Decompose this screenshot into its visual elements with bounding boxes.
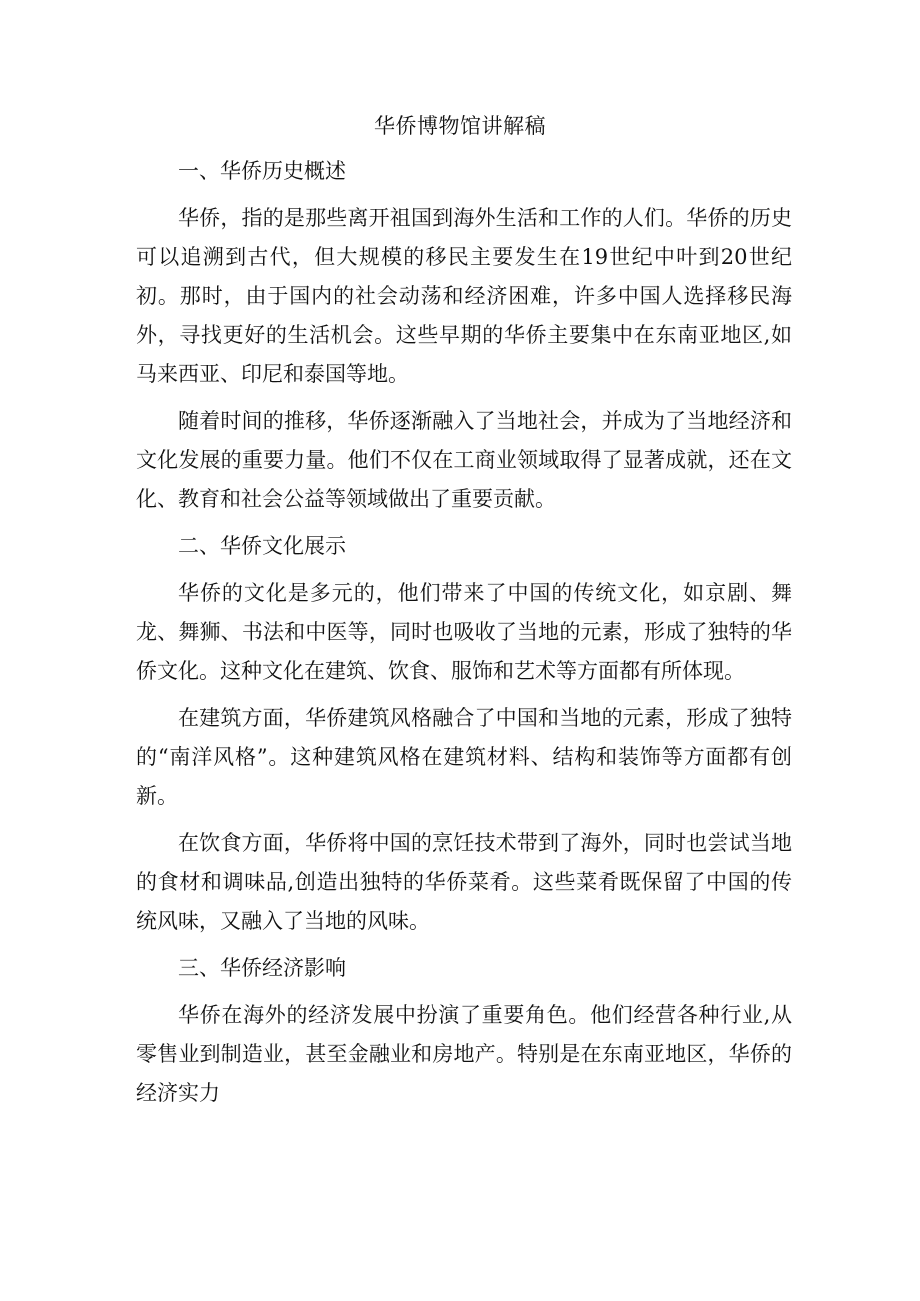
section-heading: 三、华侨经济影响 bbox=[178, 956, 346, 980]
section-heading: 二、华侨文化展示 bbox=[178, 534, 346, 558]
document-title: 华侨博物馆讲解稿 bbox=[374, 114, 546, 138]
paragraph: 华侨的文化是多元的，他们带来了中国的传统文化，如京剧、舞龙、舞狮、书法和中医等，同时也吸收了当地的元素，形成了独特的华侨文化。这种文化在建筑、饮食、服饰和艺术等方面都有所体现。 bbox=[136, 581, 792, 683]
paragraph: 在饮食方面，华侨将中国的烹饪技术带到了海外，同时也尝试当地的食材和调味品,创造出独特的华侨菜肴。这些菜肴既保留了中国的传统风味，又融入了当地的风味。 bbox=[136, 831, 792, 933]
paragraph: 在建筑方面，华侨建筑风格融合了中国和当地的元素，形成了独特的“南洋风格”。这种建筑风格在建筑材料、结构和装饰等方面都有创新。 bbox=[136, 706, 792, 808]
section-heading: 一、华侨历史概述 bbox=[178, 159, 346, 183]
paragraph: 华侨在海外的经济发展中扮演了重要角色。他们经营各种行业,从零售业到制造业，甚至金融业和房地产。特别是在东南亚地区，华侨的经济实力 bbox=[136, 1003, 792, 1105]
paragraph: 华侨，指的是那些离开祖国到海外生活和工作的人们。华侨的历史可以追溯到古代，但大规模的移民主要发生在19世纪中叶到20世纪初。那时，由于国内的社会动荡和经济困难，许多中国人选择移民海外，寻找更好的生活机会。这些早期的华侨主要集中在东南亚地区,如马来西亚、印尼和泰国等地。 bbox=[136, 206, 792, 386]
document-body bbox=[136, 152, 792, 1121]
paragraph: 随着时间的推移，华侨逐渐融入了当地社会，并成为了当地经济和文化发展的重要力量。他们不仅在工商业领域取得了显著成就，还在文化、教育和社会公益等领域做出了重要贡献。 bbox=[136, 409, 792, 511]
